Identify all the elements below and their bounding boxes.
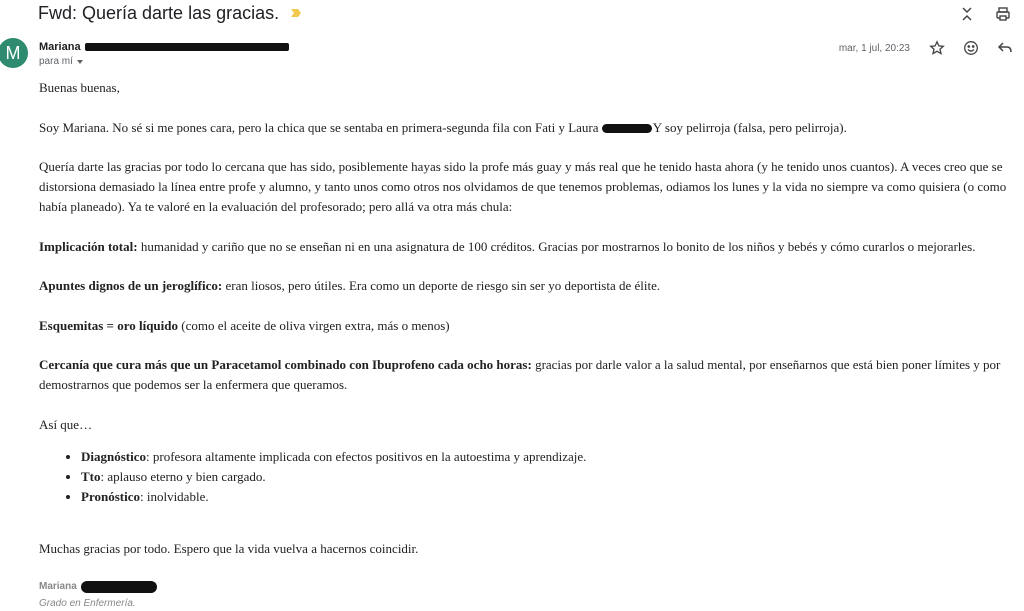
item-implicacion: Implicación total: humanidad y cariño que no se enseñan ni en una asignatura de 100 créditos. Gracias por mostrarnos lo bonito de los niños y bebés y cómo curarlos o mejorarles.: [39, 238, 976, 254]
email-body: [39, 78, 1019, 611]
item-apuntes: Apuntes dignos de un jeroglífico: eran liosos, pero útiles. Era como un deporte de riesgo sin ser yo deportista de élite.: [39, 278, 661, 293]
redacted-signature-surname: [81, 581, 157, 593]
emoji-icon[interactable]: [960, 37, 982, 59]
closing: Muchas gracias por todo. Espero que la vida vuelva a hacernos coincidir.: [39, 540, 419, 556]
signature-name: Mariana: [39, 580, 77, 592]
sender-row: [39, 40, 289, 54]
chevron-down-icon[interactable]: [77, 60, 83, 64]
list-item: • Diagnóstico: profesora altamente implicada con efectos positivos en la autoestima y aprendizaje.: [81, 447, 1019, 467]
avatar[interactable]: M: [0, 38, 28, 68]
email-date: mar, 1 jul, 20:23: [838, 42, 910, 54]
redacted-surname: [602, 124, 652, 133]
list-item: • Pronóstico: inolvidable.: [81, 487, 1019, 507]
signature-name-row: [39, 577, 1019, 597]
greeting: Buenas buenas,: [39, 80, 120, 95]
recipient-label: para mí: [39, 56, 73, 67]
reply-icon[interactable]: [994, 37, 1016, 59]
signature-degree: Grado en Enfermería.: [39, 597, 136, 609]
redacted-sender-email: [85, 43, 289, 51]
intro-paragraph: Soy Mariana. No sé si me pones cara, pero la chica que se sentaba en primera-segunda fila con Fati y Laura Y soy pelirroja (falsa, pero pelirroja).: [39, 119, 847, 135]
important-label-icon[interactable]: [289, 6, 303, 20]
list-item: • Tto: aplauso eterno y bien cargado.: [81, 467, 1019, 487]
asi-que: Así que…: [39, 416, 93, 432]
subject-bar: [38, 0, 303, 26]
top-actions: [956, 3, 1014, 25]
item-cercania: Cercanía que cura más que un Paracetamol combinado con Ibuprofeno cada ocho horas: gracias por darle valor a la salud mental, por enseñarnos que está bien poner límites y por demostrarnos que podemos ser la enfermera que queramos.: [39, 357, 1001, 392]
item-esquemitas: Esquemitas = oro líquido (como el aceite de oliva virgen extra, más o menos): [39, 317, 450, 333]
collapse-expand-icon[interactable]: [956, 3, 978, 25]
summary-list: [39, 447, 1019, 507]
email-subject: Fwd: Quería darte las gracias.: [38, 2, 280, 23]
sender-name[interactable]: Mariana: [39, 41, 81, 53]
recipient-row[interactable]: [39, 56, 83, 67]
star-icon[interactable]: [926, 37, 948, 59]
thanks-paragraph: Quería darte las gracias por todo lo cercana que has sido, posiblemente hayas sido la profe más guay y más real que he tenido hasta ahora (y he tenido unos cuantos). A veces creo que se distorsiona demasiado la línea entre profe y alumno, y tanto unos como otros nos olvidamos de que tenemos problemas, odiamos los lunes y la vida no siempre va como quisiera (o como había planeado). Ya te valoré en la evaluación del profesorado; pero allá va otra más chula:: [39, 159, 1007, 214]
print-icon[interactable]: [992, 3, 1014, 25]
message-meta: [839, 37, 1016, 59]
